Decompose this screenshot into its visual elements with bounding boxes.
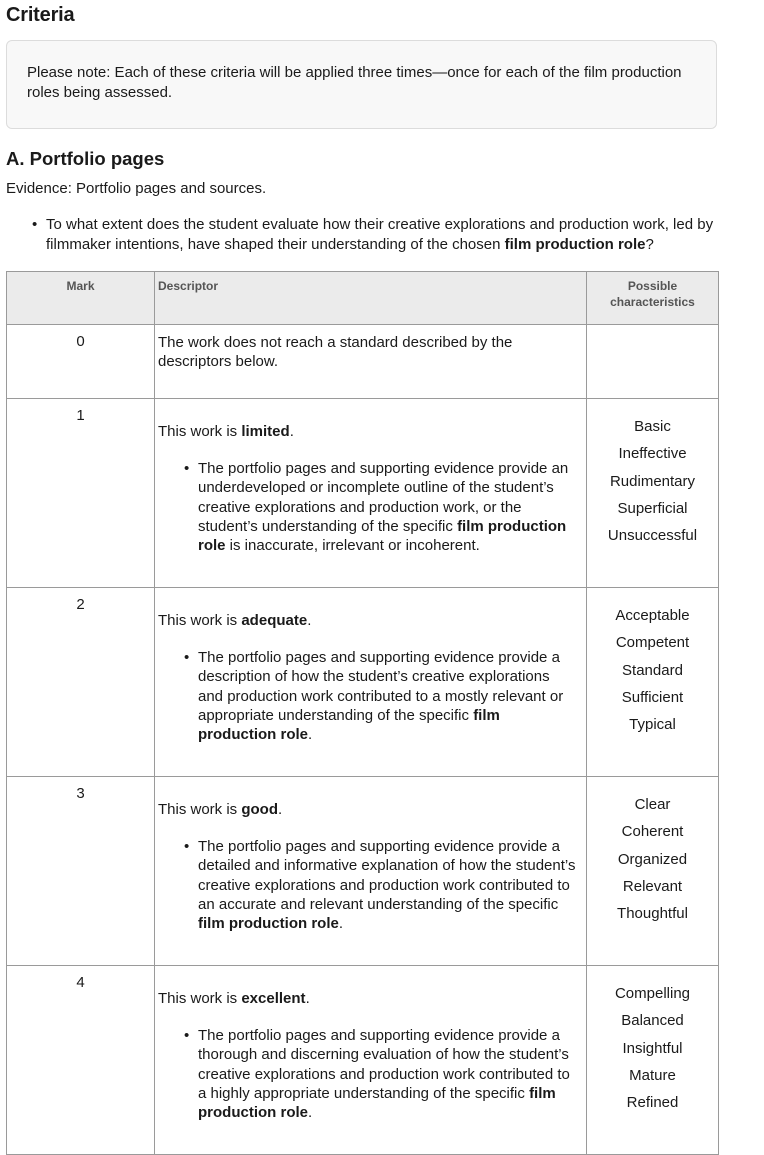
descriptor-lead: This work is good.: [158, 801, 283, 818]
table-row: [7, 777, 719, 966]
descriptor-bullet: • The portfolio pages and supporting evidence provide a description of how the student’s creative explorations and production work contributed to a mostly relevant or appropriate understanding of the specific film production role.: [184, 649, 564, 744]
characteristics-cell: [587, 325, 719, 399]
mark-cell: 3: [7, 777, 155, 966]
mark-cell: 0: [7, 325, 155, 399]
question-end: ?: [645, 236, 654, 253]
characteristic-word: Coherent: [621, 823, 684, 841]
descriptor-lead: This work is adequate.: [158, 612, 312, 629]
question-item: [28, 215, 718, 255]
section-title: A. Portfolio pages: [6, 148, 165, 169]
header-descriptor: Descriptor: [155, 272, 587, 325]
page-title: Criteria: [6, 4, 75, 26]
characteristics-cell: [587, 966, 719, 1155]
question-text: To what extent does the student evaluate how their creative explorations and production work, led by filmmaker intentions, have shaped their understanding of the chosen: [46, 216, 714, 253]
characteristic-word: Unsuccessful: [607, 527, 698, 545]
characteristics-cell: [587, 777, 719, 966]
descriptor-cell: [155, 588, 587, 777]
characteristic-word: Compelling: [614, 985, 691, 1002]
table-row: [7, 966, 719, 1155]
descriptor-bullet: • The portfolio pages and supporting evidence provide a thorough and discerning evaluation of how the student’s creative explorations and production work contributed to a highly appropriate understanding of the specific film production role.: [184, 1027, 570, 1122]
descriptor-cell: [155, 399, 587, 588]
table-row: [7, 399, 719, 588]
characteristics-cell: [587, 588, 719, 777]
characteristic-word: Competent: [615, 634, 690, 652]
characteristic-word: Standard: [622, 661, 683, 679]
question-bold: film production role: [504, 236, 646, 253]
characteristic-word: Refined: [626, 1094, 679, 1112]
header-characteristics: Possible characteristics: [587, 272, 719, 325]
characteristic-word: Ineffective: [618, 445, 687, 463]
characteristic-word: Balanced: [621, 1012, 684, 1030]
characteristic-word: Sufficient: [621, 688, 684, 706]
descriptor-cell: The work does not reach a standard described by the descriptors below.: [155, 325, 587, 399]
descriptor-bullet: • The portfolio pages and supporting evidence provide an underdeveloped or incomplete outline of the student’s creative explorations and production work, or the student’s understanding of the specific film production role is inaccurate, irrelevant or incoherent.: [184, 460, 569, 555]
table-row: [7, 325, 719, 399]
mark-cell: 1: [7, 399, 155, 588]
characteristic-word: Typical: [629, 716, 676, 734]
characteristics-cell: [587, 399, 719, 588]
characteristic-word: Organized: [617, 850, 688, 868]
descriptor-bullet: • The portfolio pages and supporting evidence provide a detailed and informative explanation of how the student’s creative explorations and production work contributed to an accurate and relevant understanding of the specific film production role.: [184, 838, 576, 933]
characteristic-word: Clear: [634, 796, 671, 813]
rubric-table: [6, 271, 719, 1155]
characteristic-word: Acceptable: [615, 607, 690, 624]
mark-cell: 4: [7, 966, 155, 1155]
table-header-row: [7, 272, 719, 325]
characteristic-word: Insightful: [622, 1039, 683, 1057]
mark-cell: 2: [7, 588, 155, 777]
characteristic-word: Thoughtful: [617, 905, 688, 923]
descriptor-lead: This work is excellent.: [158, 990, 310, 1007]
descriptor-cell: [155, 777, 587, 966]
bullet-dot: •: [32, 216, 38, 233]
characteristic-word: Rudimentary: [609, 472, 696, 490]
table-row: [7, 588, 719, 777]
descriptor-cell: [155, 966, 587, 1155]
header-mark: Mark: [7, 272, 155, 325]
note-text: Please note: Each of these criteria will be applied three times—once for each of the film production roles being assessed.: [27, 64, 682, 101]
characteristic-word: Mature: [629, 1066, 676, 1084]
note-box: [6, 40, 717, 129]
evidence-text: Evidence: Portfolio pages and sources.: [6, 180, 267, 197]
characteristic-word: Superficial: [617, 499, 688, 517]
characteristic-word: Relevant: [622, 877, 683, 895]
characteristic-word: Basic: [634, 418, 671, 435]
descriptor-lead: This work is limited.: [158, 423, 294, 440]
